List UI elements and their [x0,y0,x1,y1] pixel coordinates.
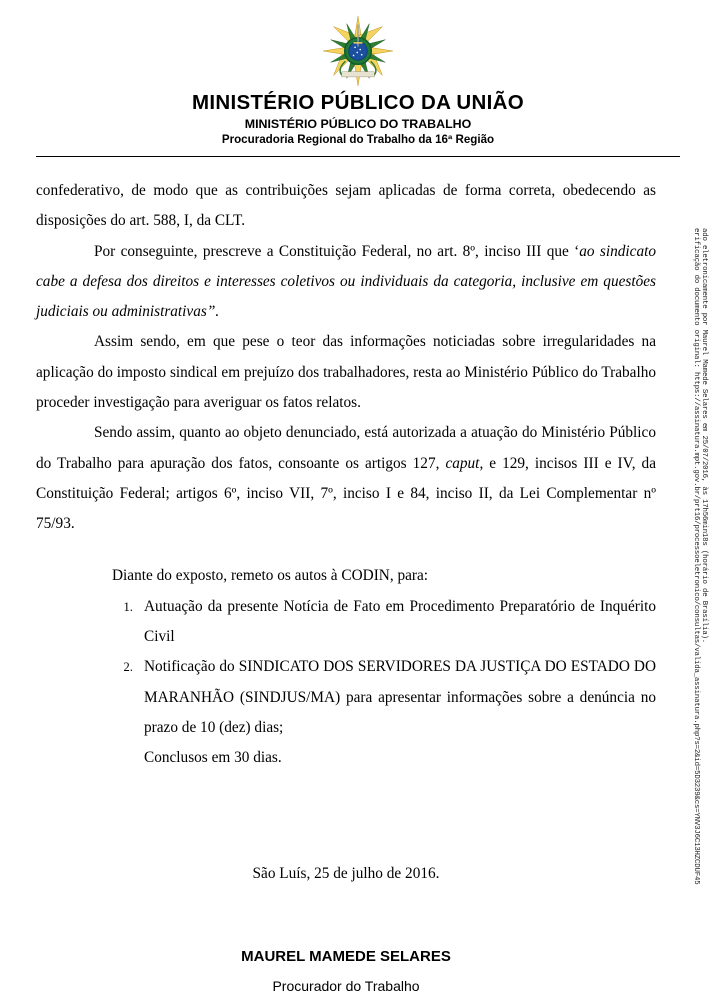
paragraph-2-quote: ao sindicato cabe a defesa dos direitos e interesses coletivos ou individuais da categoria, inclusive em questões judiciais ou administrativas”. [36,242,657,321]
signature-block [36,859,656,1001]
document-body [36,176,656,1001]
dispatch-item-list [36,592,656,743]
list-item: 1. Autuação da presente Notícia de Fato em Procedimento Preparatório de Inquérito Civil [136,592,656,653]
paragraph-4-caput: caput [445,454,480,472]
signer-role: Procurador do Trabalho [272,978,420,995]
document-header [0,0,716,157]
paragraph-2-lead: Por conseguinte, prescreve a Constituição Federal, no art. 8º, inciso III que ‘ [94,242,580,260]
brazil-coat-of-arms-icon [321,14,395,88]
org-subtitle-2: Procuradoria Regional do Trabalho da 16ª Região [221,133,495,147]
paragraph-4-part-a: Sendo assim, quanto ao objeto denunciado, está autorizada a atuação do Ministério Público do Trabalho para apuração dos fatos, consoante os artigos 127, [36,424,656,472]
stamp-line-2: erificação do documento original: https://assinatura.mpt.gov.br/prt16/processoeletronico/consultas/valida_assinatura.php?s=2&id=5D3239&cs=YNV3J6C13HZCDUF45 [692,228,700,885]
paragraph-1: confederativo, de modo que as contribuições sejam aplicadas de forma correta, obedecendo as disposições do art. 588, I, da CLT. [36,182,656,230]
stamp-line-1: ado eletronicamente por Maurel Mamede Selares em 25/07/2016, às 17h56min18s (horário de Brasília). [700,228,708,644]
org-subtitle-1: MINISTÉRIO PÚBLICO DO TRABALHO [244,116,472,131]
paragraph-3: Assim sendo, em que pese o teor das informações noticiadas sobre irregularidades na aplicação do imposto sindical em prejuízo dos trabalhadores, resta ao Ministério Público do Trabalho proceder investigação para averiguar os fatos relatos. [36,333,656,411]
digital-signature-stamp [692,228,714,928]
page-title: MINISTÉRIO PÚBLICO DA UNIÃO [192,91,524,114]
paragraph-2 [36,237,656,328]
conclusion-line: Conclusos em 30 dias. [144,749,282,767]
dispatch-intro: Diante do exposto, remeto os autos à CODIN, para: [112,567,429,585]
signer-name: MAUREL MAMEDE SELARES [241,947,451,965]
header-divider [36,156,680,157]
paragraph-4-part-b: , e 129, incisos III e IV, da Constituição Federal; artigos 6º, inciso VII, 7º, inciso I e 84, inciso II, da Lei Complementar nº 75/93. [36,454,656,533]
place-and-date: São Luís, 25 de julho de 2016. [252,865,440,883]
paragraph-4 [36,418,656,539]
list-item: 2. Notificação do SINDICATO DOS SERVIDORES DA JUSTIÇA DO ESTADO DO MARANHÃO (SINDJUS/MA) para apresentar informações sobre a denúncia no prazo de 10 (dez) dias; [136,652,656,743]
